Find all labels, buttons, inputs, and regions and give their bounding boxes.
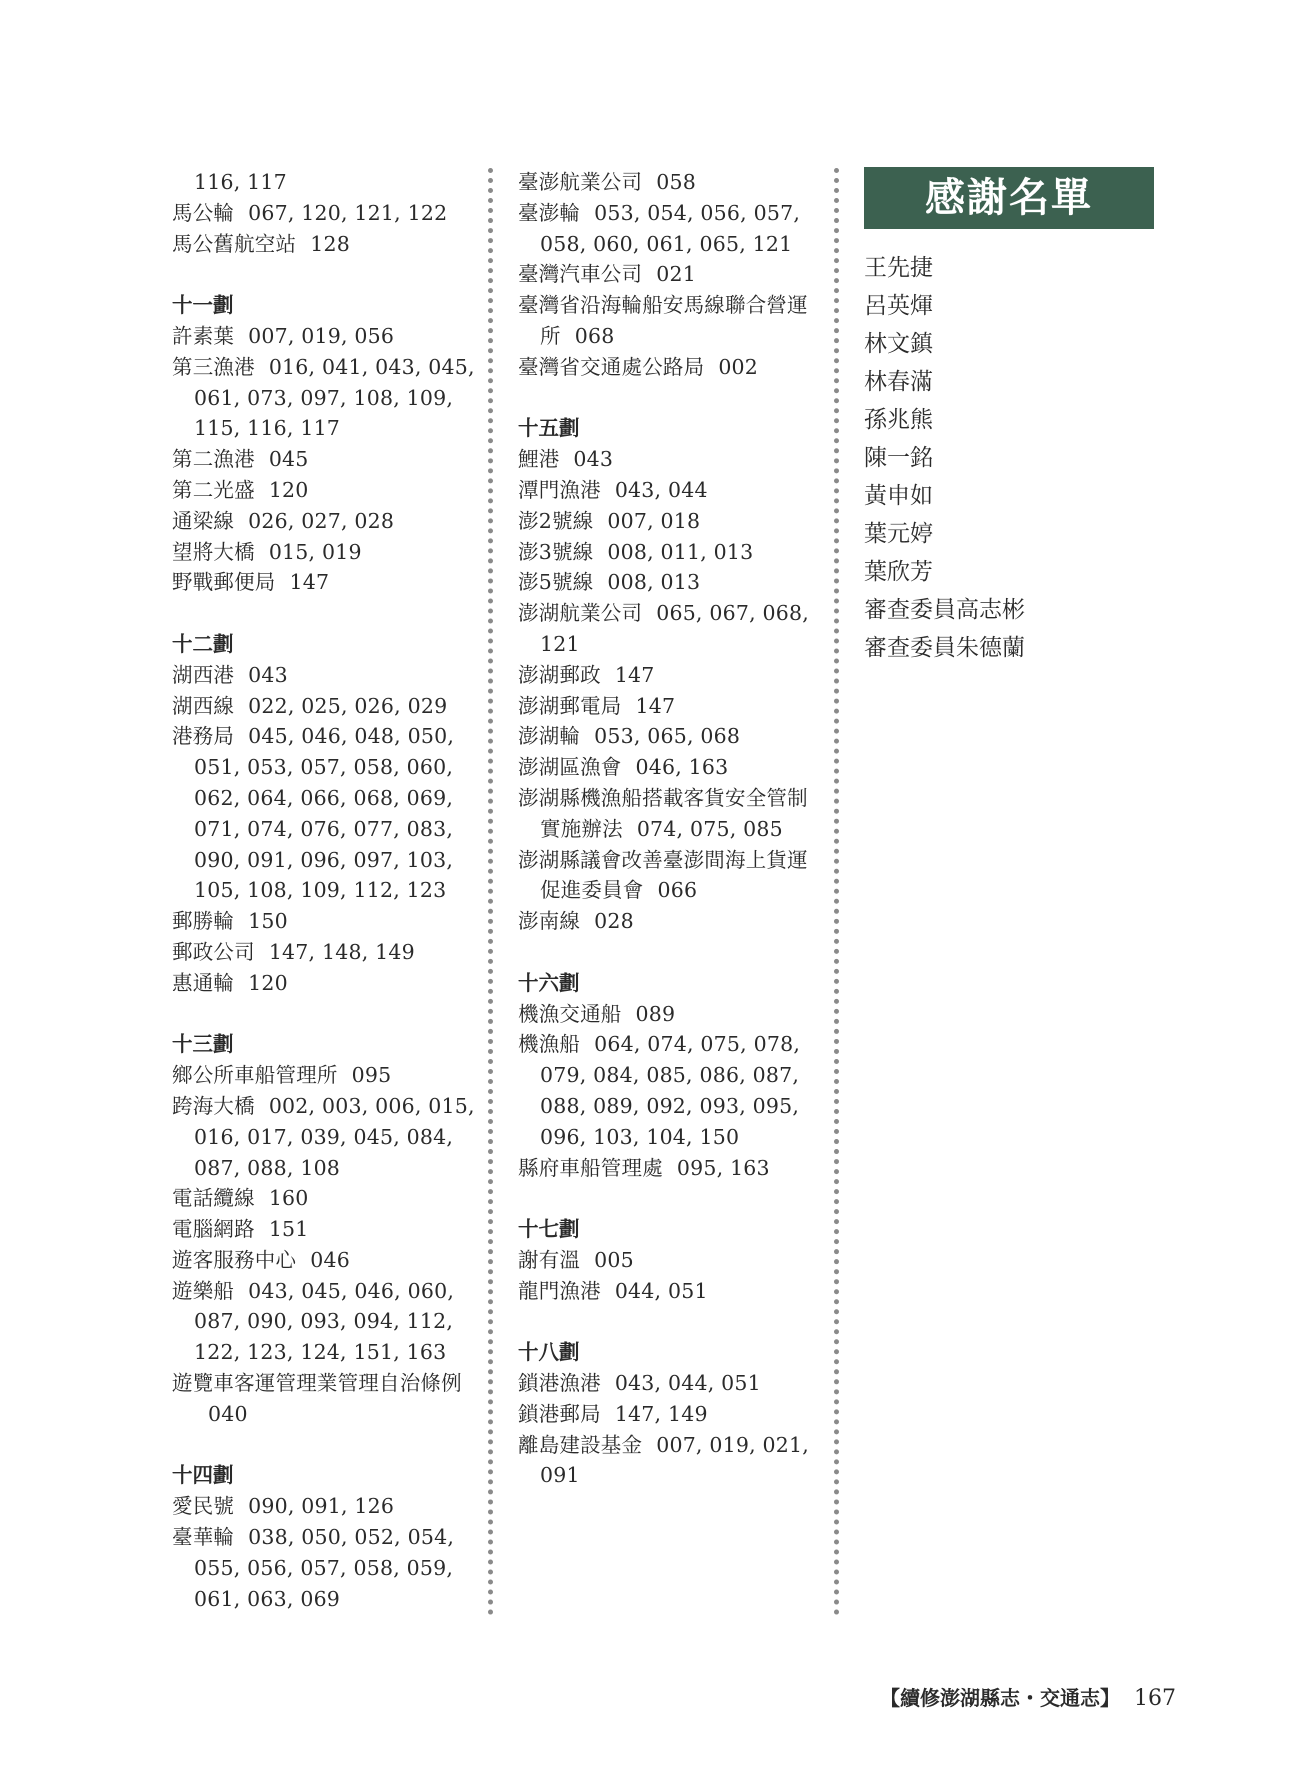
- page-references: 065, 067, 068, 121: [540, 601, 809, 656]
- index-term: 鎖港漁港: [518, 1371, 601, 1396]
- page-references: 005: [594, 1247, 634, 1272]
- index-entry: [172, 721, 487, 906]
- stroke-count-heading: 十七劃: [518, 1217, 580, 1242]
- index-term: 電腦網路: [172, 1217, 255, 1242]
- index-entry: [172, 1183, 487, 1214]
- page-references: 066: [657, 878, 698, 903]
- page-references: 067, 120, 121, 122: [248, 200, 448, 225]
- index-term: 臺華輪: [172, 1525, 235, 1550]
- index-term: 澎湖縣機漁船搭載客貨安全管制實施辦法: [518, 785, 808, 841]
- thanks-name: 王先捷: [864, 255, 933, 281]
- thanks-name: 審查委員朱德蘭: [864, 635, 1025, 661]
- index-entry: [172, 1214, 487, 1245]
- page-references: 045: [268, 447, 309, 472]
- page-references: 002, 003, 006, 015, 016, 017, 039, 045, 084, 087, 088, 108: [194, 1093, 475, 1180]
- page-references: 038, 050, 052, 054, 055, 056, 057, 058, 059, 061, 063, 069: [194, 1525, 455, 1611]
- index-entry: [518, 1430, 828, 1492]
- page-references: 053, 054, 056, 057, 058, 060, 061, 065, 121: [540, 200, 801, 256]
- index-term: 鎖港郵局: [518, 1401, 601, 1426]
- index-entry: [172, 1368, 487, 1430]
- thanks-name: 林春滿: [864, 369, 933, 395]
- index-term: 望將大橋: [172, 539, 255, 564]
- page-references: 151: [268, 1217, 309, 1242]
- page-references: 007, 018: [607, 508, 701, 533]
- page-references: 043: [248, 662, 288, 687]
- index-term: 臺灣省沿海輪船安馬線聯合營運所: [518, 293, 808, 348]
- index-entry: [172, 229, 487, 260]
- page-references: 040: [208, 1401, 248, 1426]
- page-references: 016, 041, 043, 045, 061, 073, 097, 108, 109, 115, 116, 117: [194, 354, 475, 441]
- index-entry: [518, 537, 828, 568]
- index-term: 澎湖縣議會改善臺澎間海上貨運促進委員會: [518, 847, 808, 903]
- page-references: 147: [614, 662, 655, 687]
- index-entry: [172, 537, 487, 568]
- index-entry: [518, 598, 828, 660]
- page-references: 095, 163: [676, 1155, 770, 1180]
- page-references: 095: [351, 1063, 392, 1088]
- index-entry: [518, 475, 828, 506]
- index-entry: [172, 660, 487, 691]
- index-term: 許素葉: [172, 323, 235, 348]
- index-entry: [518, 352, 828, 383]
- index-entry: [172, 475, 487, 506]
- page-references: 147: [635, 693, 676, 718]
- thanks-name: 葉欣芳: [864, 559, 933, 585]
- column-divider-dotted: [488, 168, 493, 1616]
- index-entry: [518, 1368, 828, 1399]
- index-entry: [518, 691, 828, 722]
- stroke-count-heading: 十五劃: [518, 416, 580, 441]
- page-references: 026, 027, 028: [248, 508, 395, 533]
- thanks-name: 審查委員高志彬: [864, 597, 1025, 623]
- thanks-name: 黃申如: [864, 483, 933, 509]
- index-term: 臺灣汽車公司: [518, 262, 643, 287]
- page-references: 053, 065, 068: [594, 724, 741, 749]
- page-references: 002: [718, 354, 759, 379]
- page-references: 074, 075, 085: [636, 816, 783, 841]
- index-entry: [172, 1245, 487, 1276]
- page-references: 043, 045, 046, 060, 087, 090, 093, 094, 112, 122, 123, 124, 151, 163: [194, 1278, 455, 1365]
- page-references: 058: [656, 170, 696, 194]
- page-references: 147, 148, 149: [268, 939, 415, 964]
- stroke-count-heading: 十二劃: [172, 631, 234, 656]
- index-entry: [172, 506, 487, 537]
- index-entry: [518, 567, 828, 598]
- index-entry: [172, 352, 487, 444]
- index-column-2: [518, 167, 828, 1491]
- index-term: 縣府車船管理處: [518, 1155, 663, 1180]
- page-references: 089: [635, 1001, 676, 1026]
- index-term: 臺灣省交通處公路局: [518, 354, 705, 379]
- index-term: 澎湖航業公司: [518, 601, 643, 626]
- index-term: 第三漁港: [172, 354, 255, 379]
- index-term: 郵勝輪: [172, 909, 235, 934]
- index-entry: [518, 1029, 828, 1152]
- index-entry: [172, 1060, 487, 1091]
- page-references: 015, 019: [268, 539, 362, 564]
- page-references: 128: [310, 231, 350, 256]
- index-entry: [172, 444, 487, 475]
- page-footer: [880, 1682, 1176, 1711]
- index-entry: [172, 567, 487, 598]
- page-references: 120: [268, 477, 309, 502]
- index-term: 遊客服務中心: [172, 1247, 297, 1272]
- index-term: 龍門漁港: [518, 1278, 601, 1303]
- index-entry: [518, 906, 828, 937]
- index-term: 臺澎航業公司: [518, 170, 643, 194]
- index-term: 第二光盛: [172, 477, 255, 502]
- thanks-name: 呂英煇: [864, 293, 933, 319]
- index-column-1: [172, 167, 487, 1614]
- index-entry: [172, 198, 487, 229]
- index-term: 澎湖區漁會: [518, 755, 622, 780]
- page-references: 007, 019, 056: [248, 323, 395, 348]
- index-entry: [518, 198, 828, 260]
- index-term: 澎3號線: [518, 539, 594, 564]
- index-term: 臺澎輪: [518, 200, 581, 225]
- index-term: 港務局: [172, 724, 235, 749]
- index-term: 愛民號: [172, 1494, 235, 1519]
- index-term: 潭門漁港: [518, 477, 601, 502]
- index-term: 澎湖輪: [518, 724, 581, 749]
- index-entry: [518, 999, 828, 1030]
- index-term: 離島建設基金: [518, 1432, 643, 1457]
- stroke-count-heading: 十八劃: [518, 1340, 580, 1365]
- thanks-name: 孫兆熊: [864, 407, 933, 433]
- page-references: 008, 013: [607, 570, 701, 595]
- index-term: 野戰郵便局: [172, 570, 276, 595]
- index-entry: [518, 1276, 828, 1307]
- index-entry: [172, 937, 487, 968]
- page-number: 167: [1134, 1686, 1176, 1711]
- index-entry: [172, 1091, 487, 1183]
- index-entry: [518, 259, 828, 290]
- index-term: 遊樂船: [172, 1278, 235, 1303]
- page-references: 044, 051: [614, 1278, 708, 1303]
- page-references: 043: [573, 447, 614, 472]
- index-term: 跨海大橋: [172, 1093, 255, 1118]
- index-entry: [518, 845, 828, 907]
- index-entry: [518, 721, 828, 752]
- index-entry: [172, 906, 487, 937]
- page-references: 022, 025, 026, 029: [248, 693, 448, 718]
- index-term: 電話纜線: [172, 1186, 255, 1211]
- stroke-count-heading: 十三劃: [172, 1032, 234, 1057]
- page-references: 120: [248, 970, 288, 995]
- book-title: 【續修澎湖縣志・交通志】: [880, 1686, 1120, 1710]
- index-entry: [518, 1245, 828, 1276]
- page-references: 008, 011, 013: [607, 539, 754, 564]
- index-term: 馬公輪: [172, 200, 235, 225]
- page-references: 046, 163: [635, 755, 729, 780]
- index-term: 郵政公司: [172, 939, 255, 964]
- stroke-count-heading: 十六劃: [518, 970, 580, 995]
- index-entry: [172, 167, 487, 198]
- page-references: 150: [248, 909, 288, 934]
- column-divider-dotted: [834, 168, 839, 1616]
- page-references: 043, 044: [614, 477, 708, 502]
- index-entry: [518, 1399, 828, 1430]
- index-entry: [172, 1522, 487, 1614]
- index-term: 惠通輪: [172, 970, 235, 995]
- index-term: 第二漁港: [172, 447, 255, 472]
- index-term: 鄉公所車船管理所: [172, 1063, 338, 1088]
- page-references: 147: [289, 570, 330, 595]
- page-references: 028: [594, 909, 634, 934]
- page-references: 160: [268, 1186, 309, 1211]
- thanks-section: [864, 167, 1164, 667]
- index-entry: [518, 752, 828, 783]
- index-term: 機漁船: [518, 1032, 581, 1057]
- index-term: 遊覽車客運管理業管理自治條例: [172, 1371, 462, 1396]
- thanks-title: 感謝名單: [864, 167, 1154, 229]
- index-entry: [518, 1153, 828, 1184]
- thanks-name: 葉元婷: [864, 521, 933, 547]
- stroke-count-heading: 十一劃: [172, 293, 234, 318]
- index-term: 澎湖郵電局: [518, 693, 622, 718]
- page-references: 045, 046, 048, 050, 051, 053, 057, 058, 060, 062, 064, 066, 068, 069, 071, 074, 076, 077, 083, 090, 091, 096, 097, 103, 105, 108, 109, 112, 123: [194, 724, 455, 903]
- index-entry: [172, 691, 487, 722]
- index-term: 澎2號線: [518, 508, 594, 533]
- index-term: 湖西線: [172, 693, 235, 718]
- index-entry: [518, 783, 828, 845]
- index-term: 通梁線: [172, 508, 235, 533]
- page-references: 007, 019, 021, 091: [540, 1432, 809, 1488]
- index-entry: [172, 968, 487, 999]
- page-references: 090, 091, 126: [248, 1494, 395, 1519]
- page-references: 043, 044, 051: [614, 1371, 761, 1396]
- index-entry: [518, 444, 828, 475]
- index-term: 澎5號線: [518, 570, 594, 595]
- page-references: 021: [656, 262, 696, 287]
- page-references: 064, 074, 075, 078, 079, 084, 085, 086, 087, 088, 089, 092, 093, 095, 096, 103, 104, 150: [540, 1032, 801, 1149]
- index-term: 湖西港: [172, 662, 235, 687]
- index-entry: [518, 506, 828, 537]
- index-entry: [518, 290, 828, 352]
- page-references: 068: [574, 323, 615, 348]
- index-term: 澎南線: [518, 909, 581, 934]
- index-entry: [172, 321, 487, 352]
- index-entry: [518, 660, 828, 691]
- index-entry: [172, 1491, 487, 1522]
- page-references: 147, 149: [614, 1401, 708, 1426]
- page-references: 046: [310, 1247, 350, 1272]
- stroke-count-heading: 十四劃: [172, 1463, 234, 1488]
- thanks-name: 陳一銘: [864, 445, 933, 471]
- thanks-name: 林文鎮: [864, 331, 933, 357]
- thanks-list: [864, 249, 1164, 667]
- page-references: 116, 117: [194, 170, 287, 194]
- index-entry: [172, 1276, 487, 1368]
- index-term: 機漁交通船: [518, 1001, 622, 1026]
- index-term: 馬公舊航空站: [172, 231, 297, 256]
- index-term: 謝有溫: [518, 1247, 581, 1272]
- index-term: 澎湖郵政: [518, 662, 601, 687]
- index-entry: [518, 167, 828, 198]
- index-term: 鯉港: [518, 447, 560, 472]
